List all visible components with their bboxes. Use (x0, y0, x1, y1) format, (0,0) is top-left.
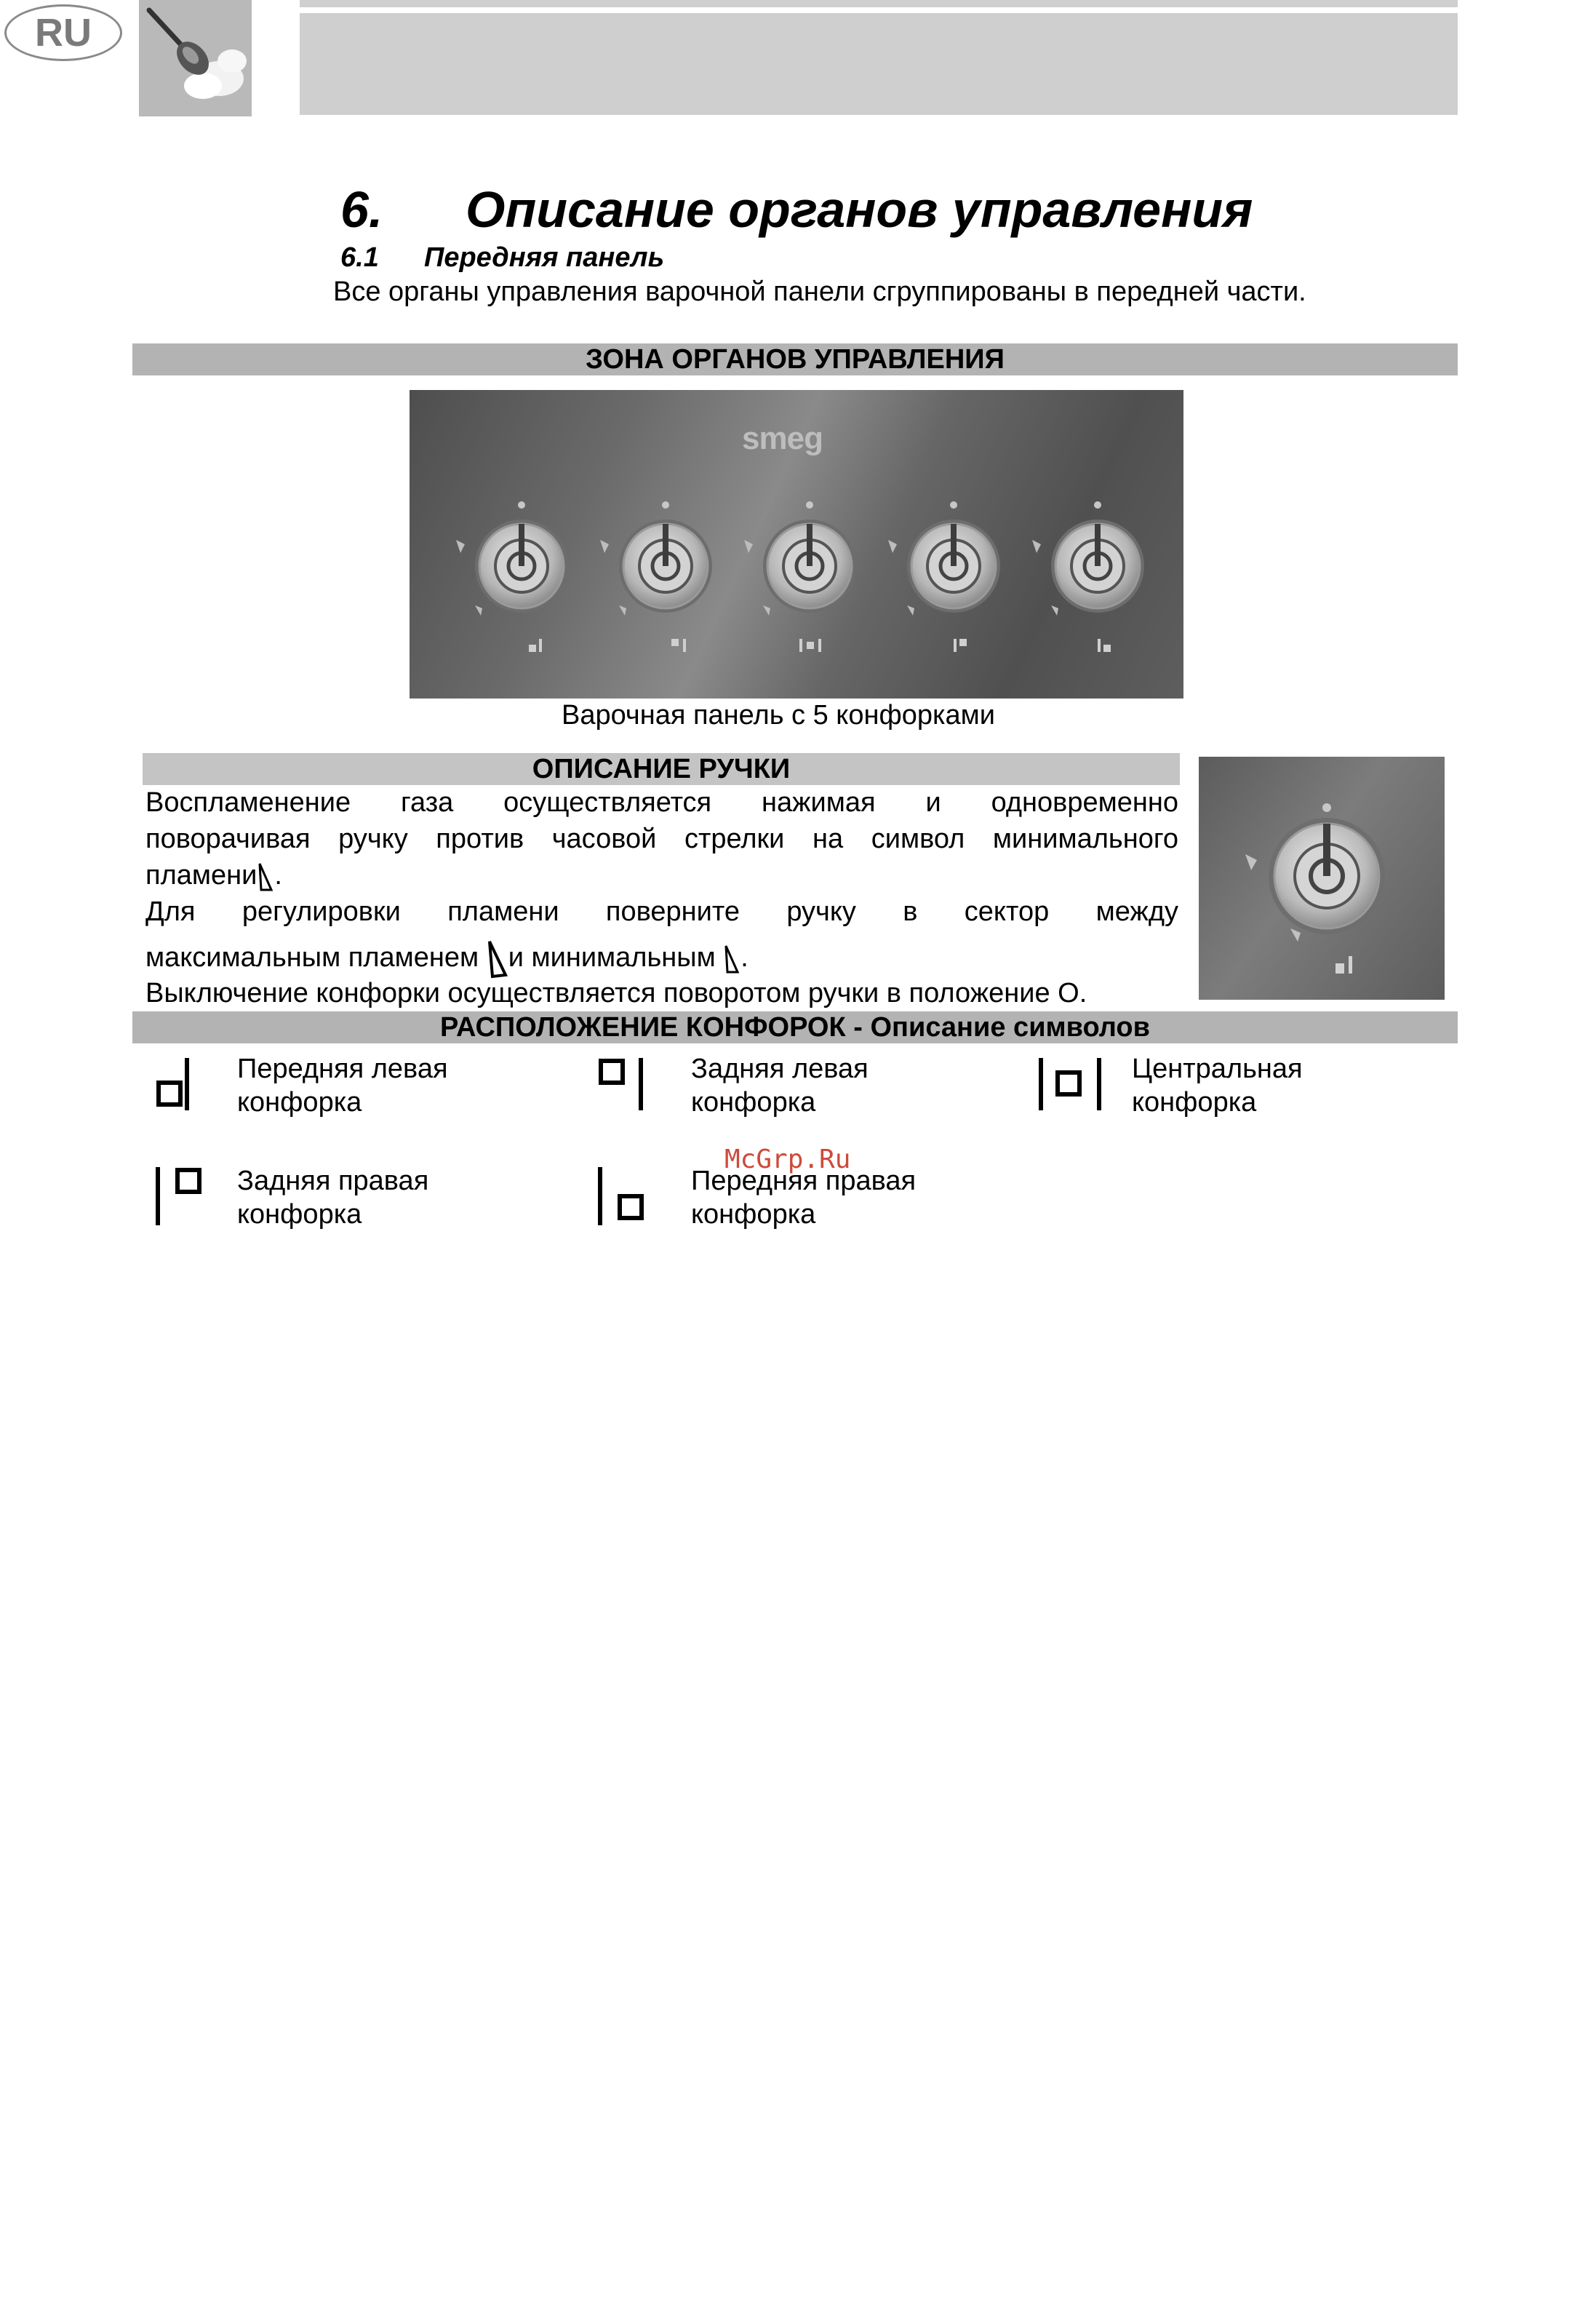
front-right-burner-label: Передняя правая конфорка (691, 1166, 917, 1230)
subsection-title: Передняя панель (424, 242, 665, 273)
section-title: Описание органов управления (466, 181, 1253, 238)
front-right-burner-icon (595, 1164, 653, 1230)
section-heading (340, 180, 1253, 239)
ignition-line-3: пламени . (145, 857, 1178, 894)
regulation-min-text: и минимальным (508, 942, 716, 974)
subsection-heading (340, 242, 664, 274)
knob-4 (888, 501, 1000, 652)
knob-5 (1032, 501, 1144, 652)
min-flame-icon (257, 861, 274, 893)
knob-3 (744, 501, 856, 652)
header-bar (300, 13, 1458, 115)
language-badge: RU (4, 4, 122, 61)
knob-description-title: ОПИСАНИЕ РУЧКИ (143, 753, 1180, 785)
watermark: McGrp.Ru (724, 1145, 851, 1174)
subsection-number: 6.1 (340, 242, 379, 273)
header-top-line (300, 0, 1458, 7)
knob-closeup (1199, 757, 1445, 1000)
rear-left-burner-label: Задняя левая конфорка (691, 1054, 869, 1118)
rear-right-burner-label: Задняя правая конфорка (237, 1166, 429, 1230)
burner-layout-title: РАСПОЛОЖЕНИЕ КОНФОРОК - Описание символов (132, 1011, 1458, 1043)
spoon-icon (139, 0, 252, 116)
regulation-line-2: максимальным пламенем и минимальным . (145, 939, 1178, 979)
max-flame-icon (487, 939, 508, 979)
controls-zone-title: ЗОНА ОРГАНОВ УПРАВЛЕНИЯ (132, 343, 1458, 375)
chef-spoon-logo (139, 0, 252, 116)
ignition-line-1: Воспламенение газа осуществляется нажимая и одновременно (145, 787, 1178, 818)
shutdown-text: Выключение конфорки осуществляется поворотом ручки в положение О. (145, 978, 1087, 1008)
section-number: 6. (340, 181, 383, 238)
ignition-line-2: поворачивая ручку против часовой стрелки на символ минимального (145, 824, 1178, 854)
knob-2 (600, 501, 712, 652)
knob-closeup-image (1199, 757, 1445, 1000)
intro-text: Все органы управления варочной панели сгруппированы в передней части. (333, 276, 1306, 307)
rear-right-burner-icon (153, 1164, 211, 1230)
rear-left-burner-icon (598, 1055, 649, 1113)
regulation-line-1: Для регулировки пламени поверните ручку в сектор между (145, 896, 1178, 927)
regulation-max-text: максимальным пламенем (145, 942, 479, 974)
central-burner-label: Центральная конфорка (1132, 1054, 1303, 1118)
min-flame-icon-2 (723, 943, 740, 975)
knob-1 (456, 501, 568, 652)
ignition-line-3-text: пламени (145, 860, 257, 891)
panel-caption: Варочная панель с 5 конфорками (562, 700, 995, 731)
front-left-burner-icon (156, 1055, 192, 1113)
central-burner-icon (1036, 1055, 1109, 1113)
brand-logo: smeg (742, 421, 823, 456)
front-left-burner-label: Передняя левая конфорка (237, 1054, 448, 1118)
